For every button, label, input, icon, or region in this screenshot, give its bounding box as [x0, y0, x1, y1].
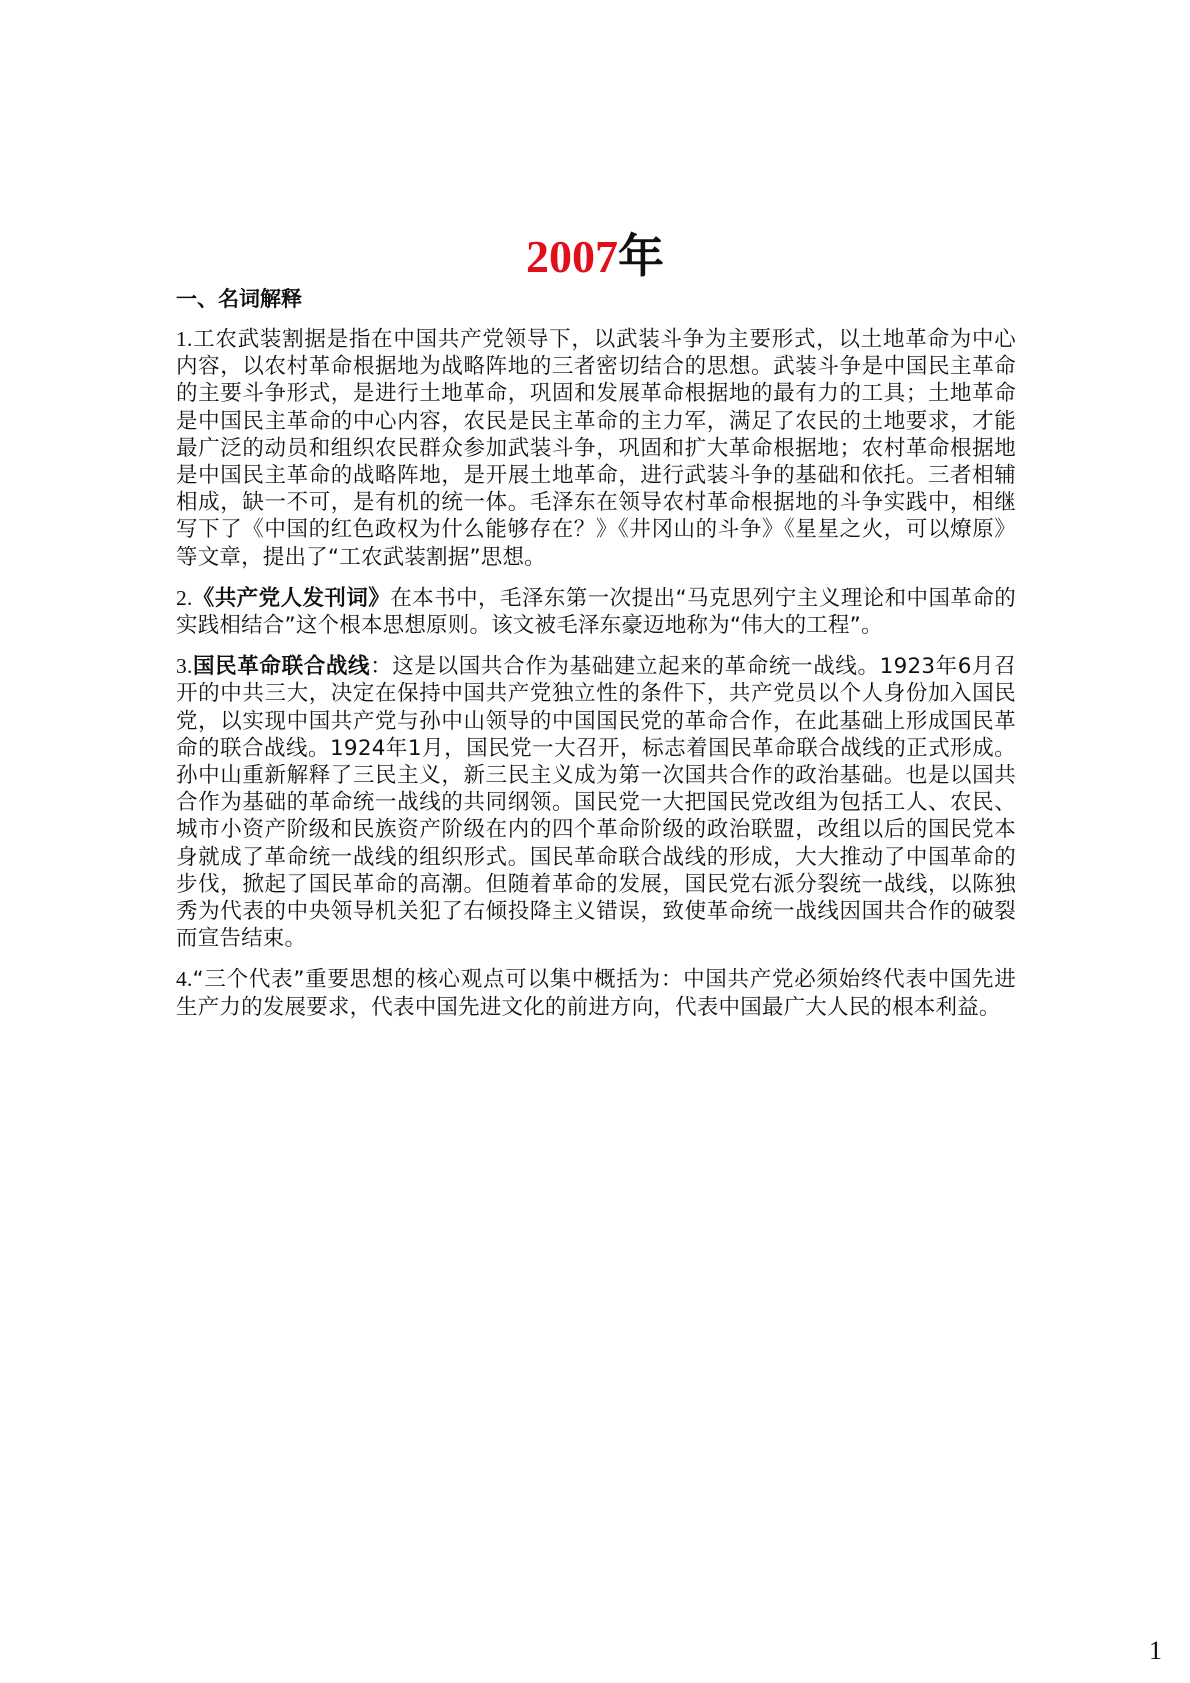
- term-item-4: [176, 966, 1016, 1020]
- term-item-1: [176, 326, 1016, 571]
- item-number: 1.: [176, 327, 193, 351]
- document-body: [176, 326, 1016, 1035]
- item-number: 3.: [176, 654, 193, 679]
- page-title: [0, 228, 1190, 285]
- item-number: 2.: [176, 585, 193, 610]
- term-item-3: [176, 653, 1016, 952]
- page-number: 1: [1149, 1636, 1162, 1665]
- item-number: 4.: [176, 967, 193, 992]
- section-heading: 一、名词解释: [176, 287, 302, 311]
- item-text: “三个代表”重要思想的核心观点可以集中概括为：中国共产党必须始终代表中国先进生产力的发展要求，代表中国先进文化的前进方向，代表中国最广大人民的根本利益。: [176, 967, 1016, 1020]
- item-text: 工农武装割据是指在中国共产党领导下，以武装斗争为主要形式，以土地革命为中心内容，以农村革命根据地为战略阵地的三者密切结合的思想。武装斗争是中国民主革命的主要斗争形式，是进行土地革命，巩固和发展革命根据地的最有力的工具；土地革命是中国民主革命的中心内容，农民是民主革命的主力军，满足了农民的土地要求，才能最广泛的动员和组织农民群众参加武装斗争，巩固和扩大革命根据地；农村革命根据地是中国民主革命的战略阵地，是开展土地革命，进行武装斗争的基础和依托。三者相辅相成，缺一不可，是有机的统一体。毛泽东在领导农村革命根据地的斗争实践中，相继写下了《中国的红色政权为什么能够存在？》《井冈山的斗争》《星星之火，可以燎原》等文章，提出了“工农武装割据”思想。: [176, 327, 1016, 570]
- title-suffix: 年: [618, 229, 664, 283]
- item-text: 在本书中，毛泽东第一次提出“马克思列宁主义理论和中国革命的实践相结合”这个根本思想原则。该文被毛泽东豪迈地称为“伟大的工程”。: [176, 585, 1016, 639]
- title-year: 2007: [526, 231, 618, 282]
- term-item-2: [176, 585, 1016, 639]
- item-term: 国民革命联合战线: [192, 654, 371, 680]
- item-text: ：这是以国共合作为基础建立起来的革命统一战线。1923年6月召开的中共三大，决定在保持中国共产党独立性的条件下，共产党员以个人身份加入国民党，以实现中国共产党与孙中山领导的中国国民党的革命合作，在此基础上形成国民革命的联合战线。1924年1月，国民党一大召开，标志着国民革命联合战线的正式形成。孙中山重新解释了三民主义，新三民主义成为第一次国共合作的政治基础。也是以国共合作为基础的革命统一战线的共同纲领。国民党一大把国民党改组为包括工人、农民、城市小资产阶级和民族资产阶级在内的四个革命阶级的政治联盟，改组以后的国民党本身就成了革命统一战线的组织形式。国民革命联合战线的形成，大大推动了中国革命的步伐，掀起了国民革命的高潮。但随着革命的发展，国民党右派分裂统一战线，以陈独秀为代表的中央领导机关犯了右倾投降主义错误，致使革命统一战线因国共合作的破裂而宣告结束。: [176, 654, 1016, 952]
- item-term: 《共产党人发刊词》: [192, 585, 391, 611]
